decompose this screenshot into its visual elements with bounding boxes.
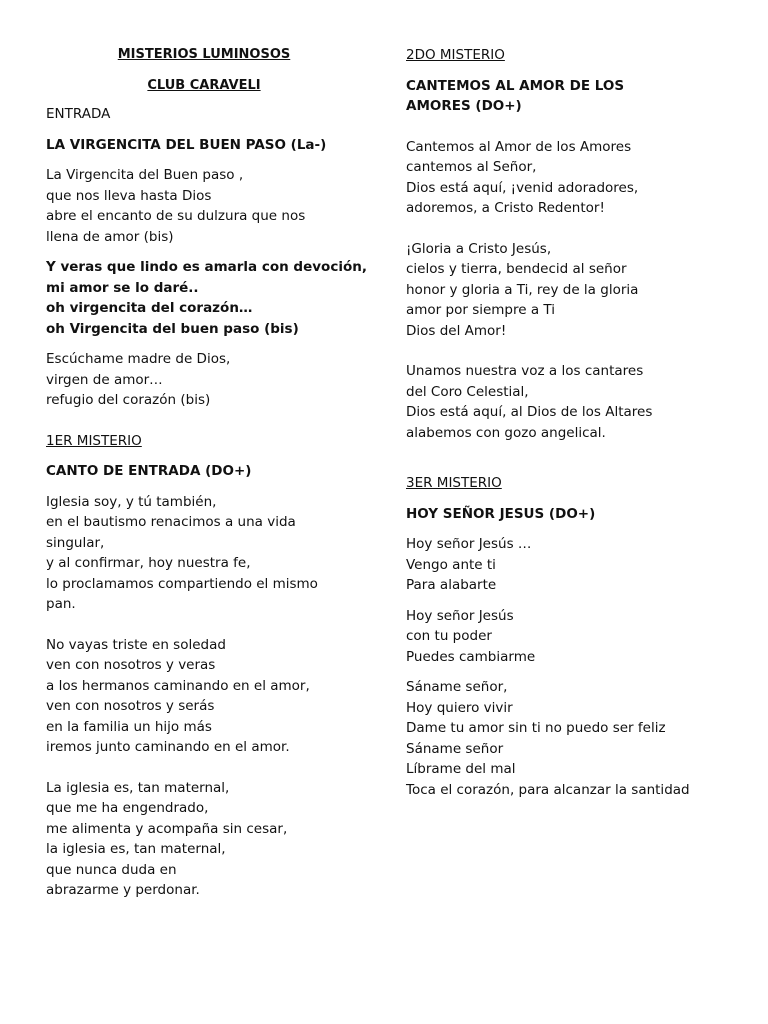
entrada-label: ENTRADA [46,106,111,122]
misterio-1-verse-3: La iglesia es, tan maternal, que me ha engendrado, me alimenta y acompaña sin cesar, la iglesia es, tan maternal, que nunca duda en abrazarme y perdonar. [46,779,288,898]
misterio-1-song-title: CANTO DE ENTRADA (DO+) [46,463,252,479]
right-column [406,45,756,810]
entrada-verse-2: Escúchame madre de Dios, virgen de amor… refugio del corazón (bis) [46,351,231,408]
misterio-1-verse-2: No vayas triste en soledad ven con nosotros y veras a los hermanos caminando en el amor, ven con nosotros y serás en la familia un hijo más iremos junto caminando en el amor. [46,636,310,755]
misterio-2-label: 2DO MISTERIO [406,47,505,63]
misterio-2-song-title: CANTEMOS AL AMOR DE LOS AMORES (DO+) [406,77,625,114]
misterio-2-verse-1: Cantemos al Amor de los Amores cantemos al Señor, Dios está aquí, ¡venid adoradores, adoremos, a Cristo Redentor! [406,138,639,216]
misterio-3-verse-1: Hoy señor Jesús … Vengo ante ti Para alabarte [406,536,532,593]
document-title: MISTERIOS LUMINOSOS [117,47,291,62]
entrada-chorus: Y veras que lindo es amarla con devoción, mi amor se lo daré.. oh virgencita del corazón… oh Virgencita del buen paso (bis) [46,259,367,337]
misterio-3-verse-2: Hoy señor Jesús con tu poder Puedes cambiarme [406,607,536,665]
entrada-song-title: LA VIRGENCITA DEL BUEN PASO (La-) [46,136,327,153]
entrada-verse-1: La Virgencita del Buen paso , que nos lleva hasta Dios abre el encanto de su dulzura que nos llena de amor (bis) [46,167,306,245]
misterio-2-verse-3: Unamos nuestra voz a los cantares del Coro Celestial, Dios está aquí, al Dios de los Altares alabemos con gozo angelical. [406,363,653,441]
misterio-3-label: 3ER MISTERIO [406,475,502,491]
misterio-3-verse-3: Sáname señor, Hoy quiero vivir Dame tu amor sin ti no puedo ser feliz Sáname señor Líbrame del mal Toca el corazón, para alcanzar la santidad [406,679,690,798]
misterio-2-verse-2: ¡Gloria a Cristo Jesús, cielos y tierra, bendecid al señor honor y gloria a Ti, rey de la gloria amor por siempre a Ti Dios del Amor! [406,240,639,339]
misterio-3-song-title: HOY SEÑOR JESUS (DO+) [406,505,596,522]
misterio-1-verse-1: Iglesia soy, y tú también, en el bautismo renacimos a una vida singular, y al confirmar, hoy nuestra fe, lo proclamamos compartiendo el mismo pan. [46,493,318,612]
left-column [46,45,376,911]
club-name: CLUB CARAVELI [147,77,261,93]
misterio-1-label: 1ER MISTERIO [46,432,142,449]
